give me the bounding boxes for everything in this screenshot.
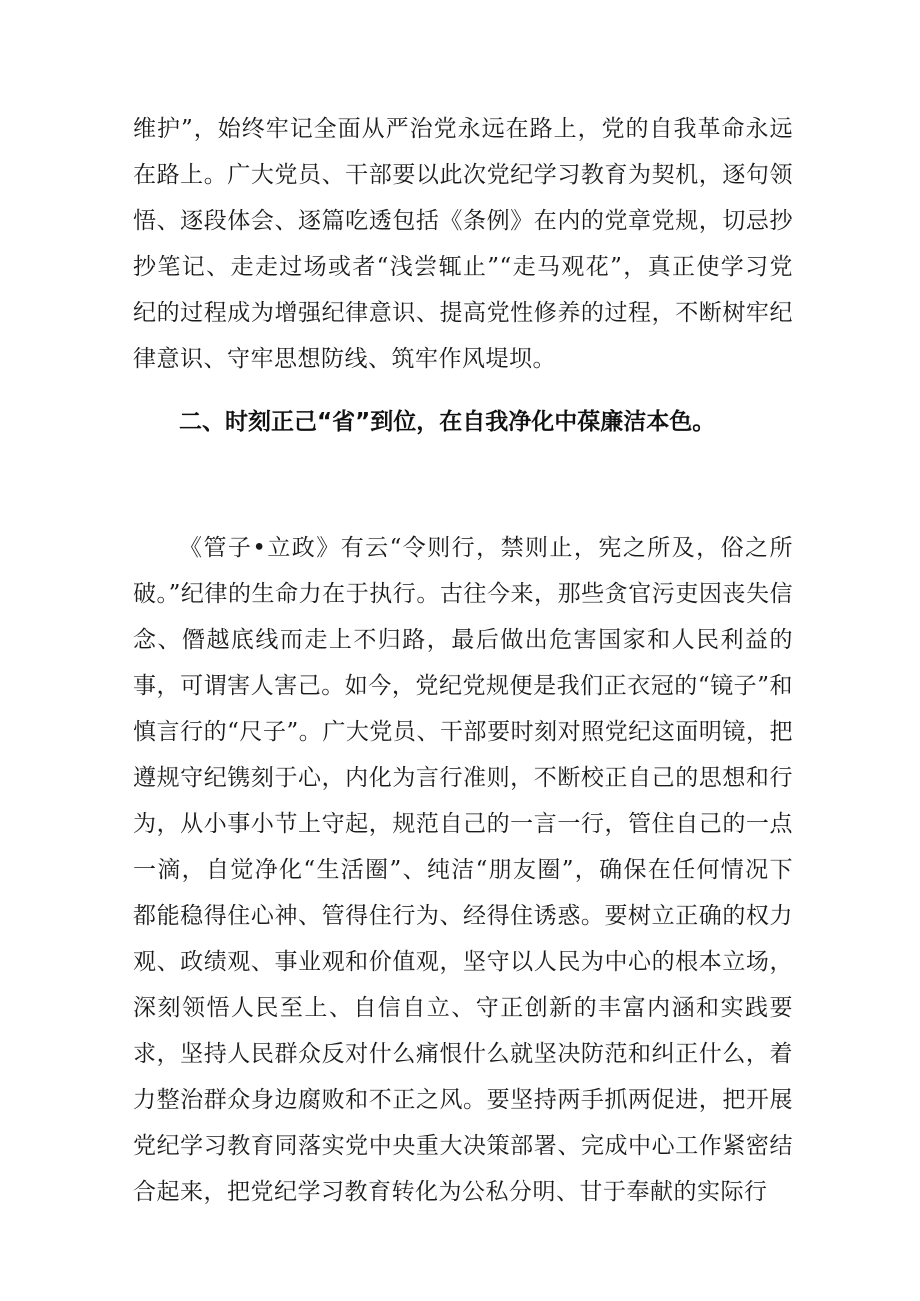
section-heading-2: 二、时刻正己“省”到位，在自我净化中葆廉洁本色。 [179,409,716,435]
body-paragraph-continued: 维护”，始终牢记全面从严治党永远在路上，党的自我革命永远在路上。广大党员、干部要以此次党纪学习教育为契机，逐句领悟、逐段体会、逐篇吃透包括《条例》在内的党章党规，切忌抄抄笔记、走走过场或者“浅尝辄止”“走马观花”，真正使学习党纪的过程成为增强纪律意识、提高党性修养的过程，不断树牢纪律意识、守牢思想防线、筑牢作风堤坝。 [133,116,793,372]
body-paragraph-2: 《管子•立政》有云“令则行，禁则止，宪之所及，俗之所破。”纪律的生命力在于执行。古往今来，那些贪官污吏因丧失信念、僭越底线而走上不归路，最后做出危害国家和人民利益的事，可谓害人害己。如今，党纪党规便是我们正衣冠的“镜子”和慎言行的“尺子”。广大党员、干部要时刻对照党纪这面明镜，把遵规守纪镌刻于心，内化为言行准则，不断校正自己的思想和行为，从小事小节上守起，规范自己的一言一行，管住自己的一点一滴，自觉净化“生活圈”、纯洁“朋友圈”，确保在任何情况下都能稳得住心神、管得住行为、经得住诱惑。要树立正确的权力观、政绩观、事业观和价值观，坚守以人民为中心的根本立场，深刻领悟人民至上、自信自立、守正创新的丰富内涵和实践要求，坚持人民群众反对什么痛恨什么就坚决防范和纠正什么，着力整治群众身边腐败和不正之风。要坚持两手抓两促进，把开展党纪学习教育同落实党中央重大决策部署、完成中心工作紧密结合起来，把党纪学习教育转化为公私分明、甘于奉献的实际行 [133,535,793,1205]
